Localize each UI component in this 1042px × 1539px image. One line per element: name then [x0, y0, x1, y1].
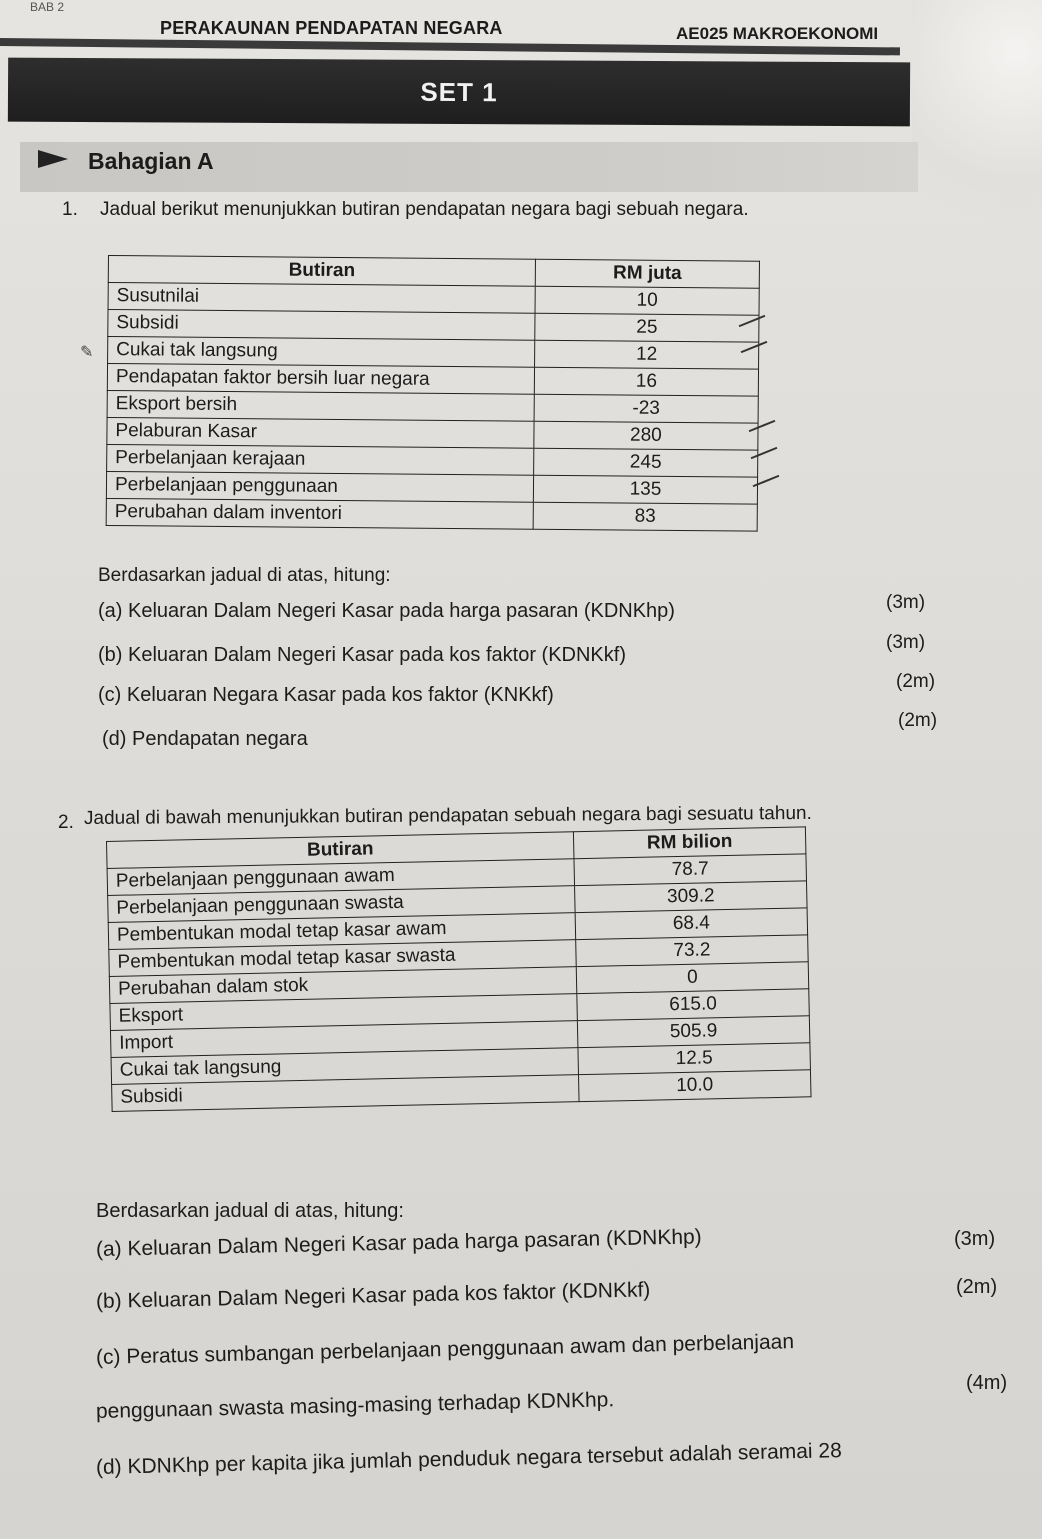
q1-part-c-marks: (2m): [896, 671, 936, 692]
row-item: Perbelanjaan penggunaan swasta: [108, 886, 575, 923]
q1-part-d: (d) Pendapatan negara: [102, 728, 308, 750]
row-item: Perbelanjaan penggunaan: [106, 471, 533, 502]
set-label: SET 1: [420, 76, 498, 107]
row-item: Perubahan dalam stok: [109, 967, 576, 1004]
q2-table: [106, 826, 812, 1112]
row-value: 615.0: [577, 989, 810, 1021]
row-value: 245: [534, 448, 758, 477]
play-arrow-icon: [38, 150, 68, 168]
q2-instruction: Berdasarkan jadual di atas, hitung:: [96, 1200, 404, 1222]
q2-part-b: (b) Keluaran Dalam Negeri Kasar pada kos faktor (KDNKkf): [95, 1278, 651, 1313]
row-value: 12.5: [578, 1043, 811, 1075]
row-value: -23: [534, 394, 758, 423]
row-item: Subsidi: [108, 310, 535, 341]
row-item: Perubahan dalam inventori: [106, 498, 533, 529]
q2-part-c-continued: penggunaan swasta masing-masing terhadap KDNKhp.: [95, 1388, 615, 1423]
q1-part-b-marks: (3m): [886, 632, 926, 653]
header-title: PERAKAUNAN PENDAPATAN NEGARA: [160, 18, 503, 38]
row-value: 505.9: [577, 1016, 810, 1048]
row-item: Cukai tak langsung: [108, 337, 535, 368]
row-value: 135: [533, 475, 757, 504]
row-value: 68.4: [575, 908, 808, 940]
row-value: 12: [535, 340, 759, 369]
row-value: 16: [534, 367, 758, 396]
q2-part-a-marks: (3m): [954, 1228, 996, 1250]
q1-col-butiran: Butiran: [108, 256, 535, 287]
q1-col-value: RM juta: [535, 259, 759, 288]
row-value: 10: [535, 286, 759, 315]
q2-part-a: (a) Keluaran Dalam Negeri Kasar pada harga pasaran (KDNKhp): [95, 1225, 702, 1261]
table-row: [106, 498, 757, 531]
q1-text: Jadual berikut menunjukkan butiran pendapatan negara bagi sebuah negara.: [100, 199, 749, 220]
q2-text: Jadual di bawah menunjukkan butiran pendapatan sebuah negara bagi sesuatu tahun.: [83, 802, 812, 829]
row-item: Subsidi: [112, 1075, 579, 1112]
q2-part-c-marks: (4m): [966, 1372, 1008, 1394]
q2-col-butiran: Butiran: [107, 832, 574, 869]
row-value: 10.0: [578, 1070, 811, 1102]
course-code: AE025 MAKROEKONOMI: [676, 24, 879, 43]
row-value: 0: [576, 962, 809, 994]
row-item: Pelaburan Kasar: [107, 417, 534, 448]
row-item: Eksport bersih: [107, 390, 534, 421]
row-value: 73.2: [576, 935, 809, 967]
margin-scribble-icon: ✎: [80, 344, 94, 361]
row-item: Susutnilai: [108, 283, 535, 314]
q2-part-d: (d) KDNKhp per kapita jika jumlah penduduk negara tersebut adalah seramai 28: [95, 1439, 843, 1479]
row-item: Perbelanjaan kerajaan: [107, 444, 534, 475]
row-value: 78.7: [574, 854, 807, 886]
row-item: Perbelanjaan penggunaan awam: [107, 859, 574, 896]
q1-instruction: Berdasarkan jadual di atas, hitung:: [98, 565, 391, 586]
row-value: 83: [533, 502, 757, 531]
q1-number: 1.: [62, 199, 78, 220]
chapter-label: BAB 2: [30, 0, 65, 14]
q2-part-c: (c) Peratus sumbangan perbelanjaan penggunaan awam dan perbelanjaan: [95, 1330, 795, 1369]
row-item: Import: [110, 1021, 577, 1058]
q1-part-a: (a) Keluaran Dalam Negeri Kasar pada harga pasaran (KDNKhp): [98, 600, 675, 622]
row-item: Pembentukan modal tetap kasar awam: [108, 913, 575, 950]
q2-part-b-marks: (2m): [956, 1276, 998, 1298]
row-item: Pendapatan faktor bersih luar negara: [107, 364, 534, 395]
q2-number: 2.: [58, 812, 74, 833]
q1-part-a-marks: (3m): [886, 592, 926, 613]
paper-fold: [912, 0, 1042, 260]
q1-part-d-marks: (2m): [898, 710, 938, 731]
set-banner: [8, 58, 910, 127]
row-item: Pembentukan modal tetap kasar swasta: [109, 940, 576, 977]
q1-table: [106, 255, 760, 532]
section-title: Bahagian A: [88, 148, 214, 174]
row-item: Eksport: [110, 994, 577, 1031]
row-value: 25: [535, 313, 759, 342]
row-value: 309.2: [575, 881, 808, 913]
row-item: Cukai tak langsung: [111, 1048, 578, 1085]
q1-part-b: (b) Keluaran Dalam Negeri Kasar pada kos faktor (KDNKkf): [98, 644, 626, 666]
q1-part-c: (c) Keluaran Negara Kasar pada kos faktor (KNKkf): [98, 684, 554, 706]
row-value: 280: [534, 421, 758, 450]
q2-col-value: RM bilion: [573, 827, 806, 859]
